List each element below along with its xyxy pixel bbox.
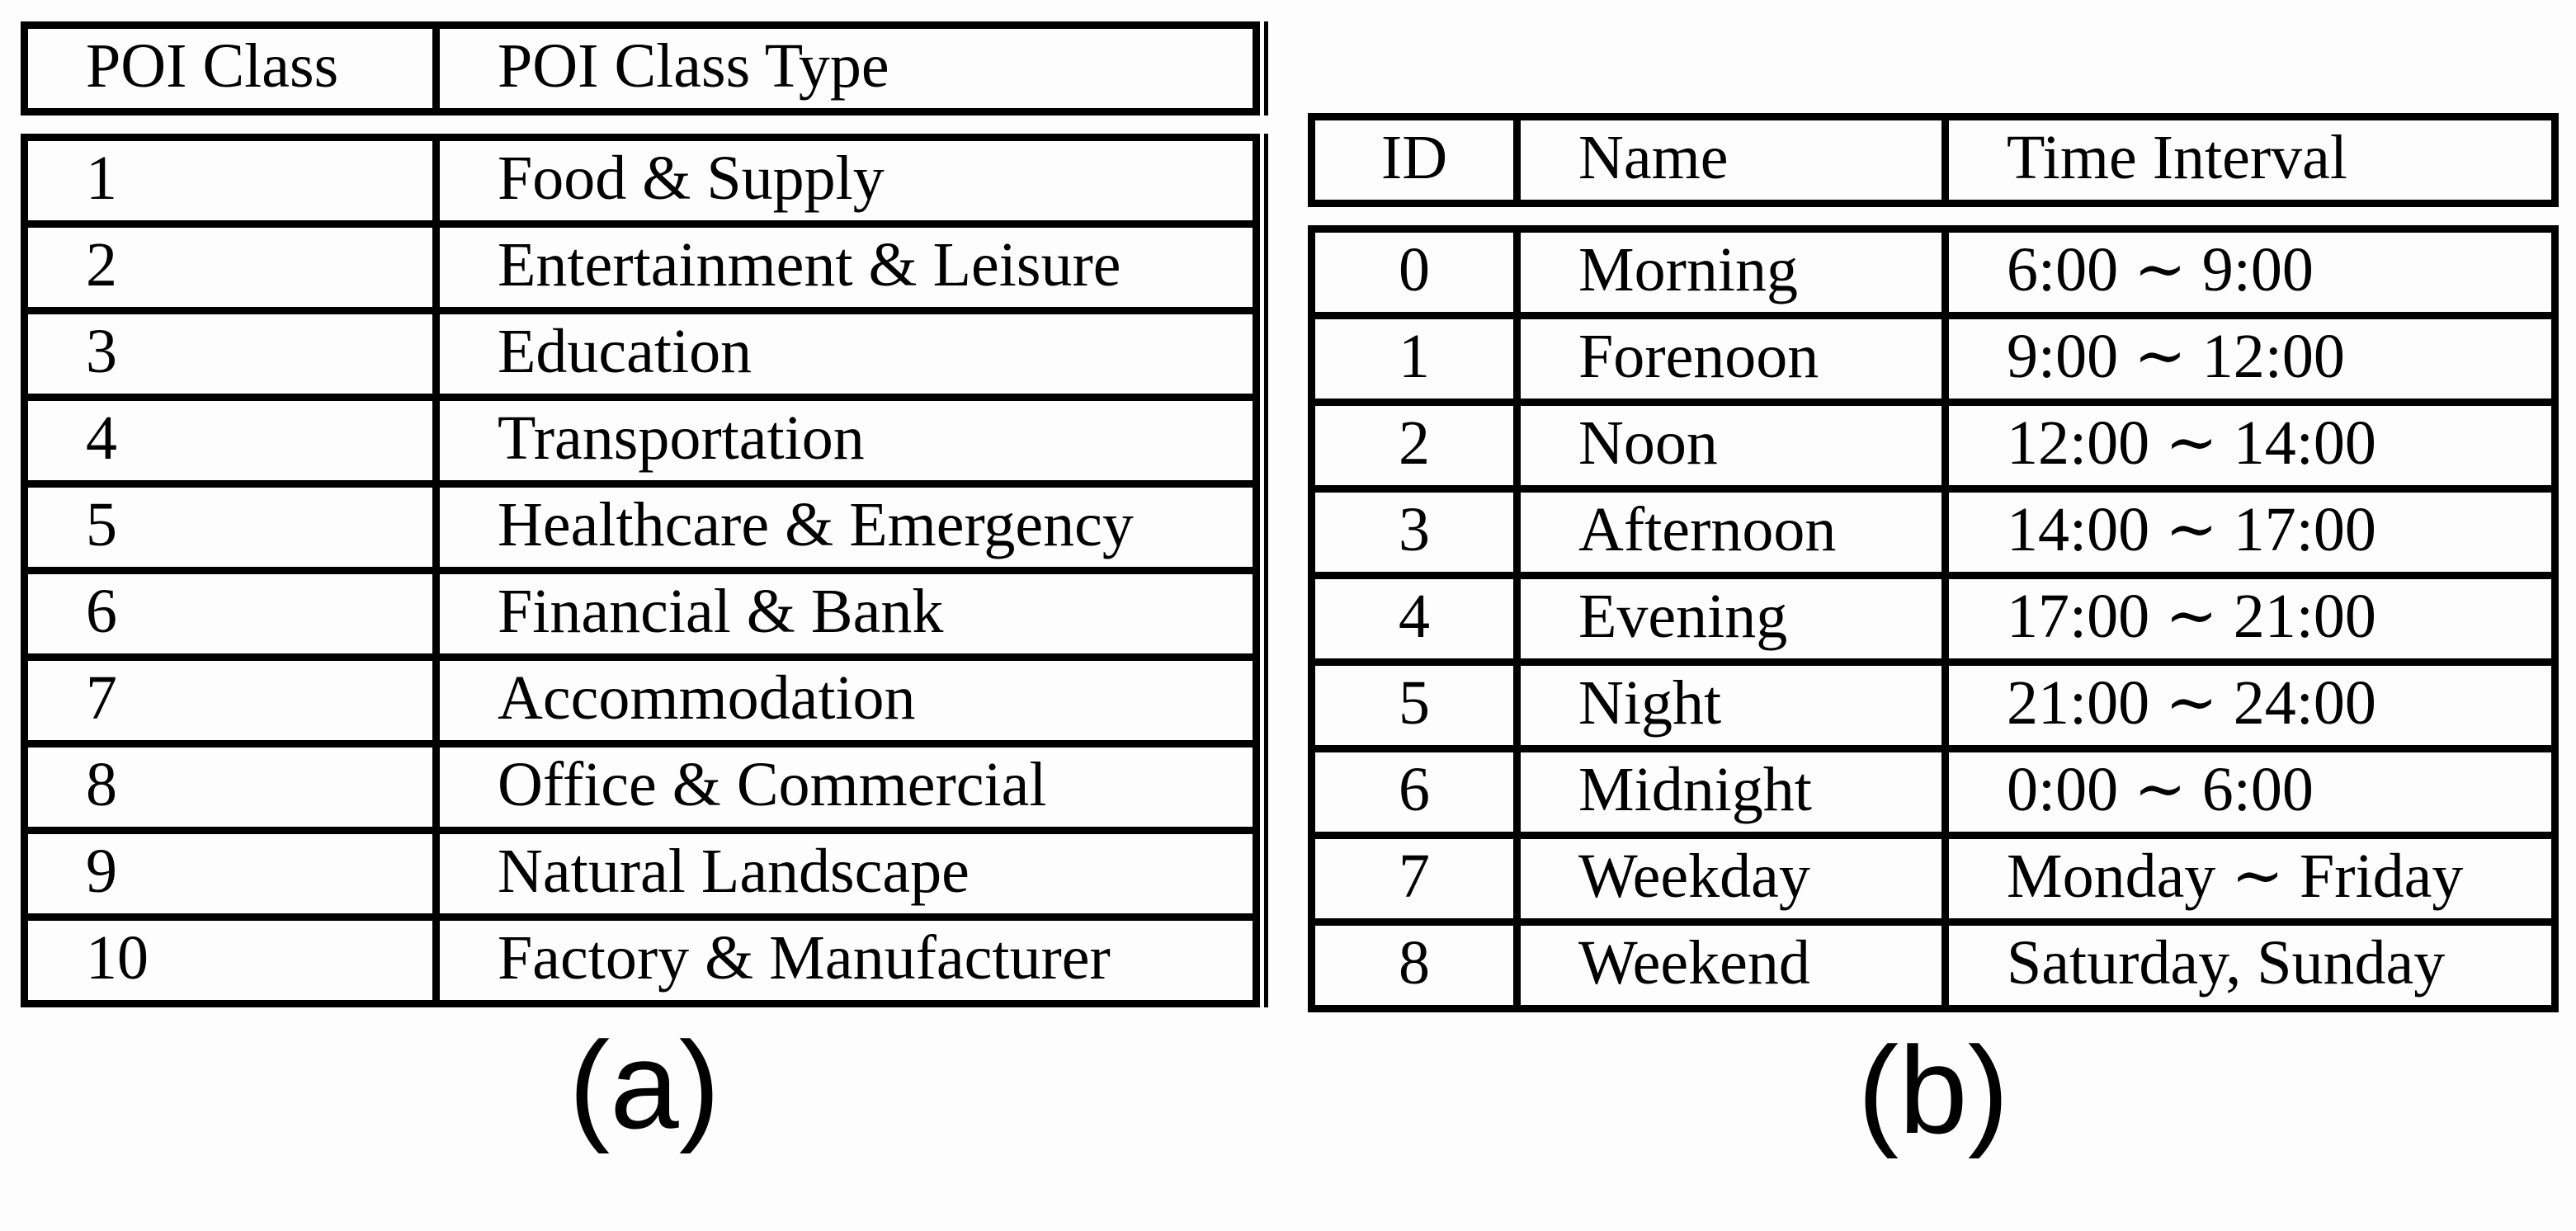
table-row — [25, 398, 1257, 484]
poi-class-type-cell: Healthcare & Emergency — [436, 484, 1257, 571]
name-cell: Weekend — [1517, 922, 1946, 1009]
name-cell: Noon — [1517, 403, 1946, 489]
name-cell: Weekday — [1517, 836, 1946, 922]
poi-class-cell: 3 — [25, 311, 436, 398]
name-cell: Evening — [1517, 576, 1946, 663]
poi-class-type-cell: Food & Supply — [436, 138, 1257, 224]
table-row — [25, 224, 1257, 311]
name-cell: Forenoon — [1517, 316, 1946, 403]
time-interval-cell: 0:00 ∼ 6:00 — [1946, 749, 2555, 836]
id-cell: 0 — [1312, 229, 1517, 316]
id-cell: 1 — [1312, 316, 1517, 403]
poi-class-type-cell: Entertainment & Leisure — [436, 224, 1257, 311]
poi-class-type-header-cell: POI Class Type — [436, 26, 1257, 112]
poi-class-cell: 6 — [25, 571, 436, 658]
poi-class-cell: 2 — [25, 224, 436, 311]
time-interval-header-table — [1308, 113, 2559, 207]
table-row — [1312, 403, 2555, 489]
header-body-gap — [1308, 207, 2559, 225]
poi-class-body-block — [21, 134, 1268, 1007]
poi-class-type-cell: Office & Commercial — [436, 744, 1257, 831]
poi-class-type-cell: Education — [436, 311, 1257, 398]
time-interval-table — [1308, 225, 2559, 1012]
table-row — [25, 138, 1257, 224]
table-header-row — [1312, 117, 2555, 204]
poi-class-type-cell: Transportation — [436, 398, 1257, 484]
poi-class-cell: 1 — [25, 138, 436, 224]
poi-class-cell: 8 — [25, 744, 436, 831]
time-interval-cell: 6:00 ∼ 9:00 — [1946, 229, 2555, 316]
id-cell: 5 — [1312, 663, 1517, 749]
table-row — [25, 658, 1257, 744]
table-row — [1312, 922, 2555, 1009]
name-cell: Afternoon — [1517, 489, 1946, 576]
id-cell: 7 — [1312, 836, 1517, 922]
time-interval-cell: 17:00 ∼ 21:00 — [1946, 576, 2555, 663]
name-cell: Morning — [1517, 229, 1946, 316]
time-interval-cell: 12:00 ∼ 14:00 — [1946, 403, 2555, 489]
poi-class-cell: 9 — [25, 831, 436, 917]
time-interval-panel — [1308, 113, 2559, 1159]
id-cell: 8 — [1312, 922, 1517, 1009]
poi-class-header-cell: POI Class — [25, 26, 436, 112]
poi-class-type-cell: Accommodation — [436, 658, 1257, 744]
poi-class-type-cell: Factory & Manufacturer — [436, 917, 1257, 1004]
poi-class-header-block — [21, 21, 1268, 116]
table-row — [25, 311, 1257, 398]
caption-b: (b) — [1857, 1021, 2009, 1159]
time-interval-cell: 14:00 ∼ 17:00 — [1946, 489, 2555, 576]
poi-class-panel — [21, 21, 1268, 1154]
caption-a: (a) — [569, 1016, 720, 1154]
poi-class-cell: 5 — [25, 484, 436, 571]
table-row — [1312, 663, 2555, 749]
table-row — [1312, 749, 2555, 836]
table-row — [25, 484, 1257, 571]
name-cell: Night — [1517, 663, 1946, 749]
time-interval-cell: Saturday, Sunday — [1946, 922, 2555, 1009]
time-interval-header-cell: Time Interval — [1946, 117, 2555, 204]
table-row — [1312, 836, 2555, 922]
table-row — [1312, 489, 2555, 576]
poi-class-cell: 10 — [25, 917, 436, 1004]
poi-class-table — [21, 134, 1260, 1007]
header-body-gap — [21, 116, 1268, 134]
table-row — [25, 571, 1257, 658]
name-cell: Midnight — [1517, 749, 1946, 836]
id-cell: 4 — [1312, 576, 1517, 663]
id-cell: 3 — [1312, 489, 1517, 576]
table-row — [1312, 576, 2555, 663]
id-cell: 6 — [1312, 749, 1517, 836]
table-row — [25, 917, 1257, 1004]
id-header-cell: ID — [1312, 117, 1517, 204]
time-interval-cell: 9:00 ∼ 12:00 — [1946, 316, 2555, 403]
poi-class-header-table — [21, 21, 1260, 116]
time-interval-cell: 21:00 ∼ 24:00 — [1946, 663, 2555, 749]
poi-class-type-cell: Financial & Bank — [436, 571, 1257, 658]
table-row — [25, 831, 1257, 917]
poi-class-cell: 4 — [25, 398, 436, 484]
poi-class-type-cell: Natural Landscape — [436, 831, 1257, 917]
poi-class-cell: 7 — [25, 658, 436, 744]
time-interval-cell: Monday ∼ Friday — [1946, 836, 2555, 922]
id-cell: 2 — [1312, 403, 1517, 489]
table-header-row — [25, 26, 1257, 112]
table-row — [1312, 229, 2555, 316]
name-header-cell: Name — [1517, 117, 1946, 204]
table-row — [25, 744, 1257, 831]
table-row — [1312, 316, 2555, 403]
